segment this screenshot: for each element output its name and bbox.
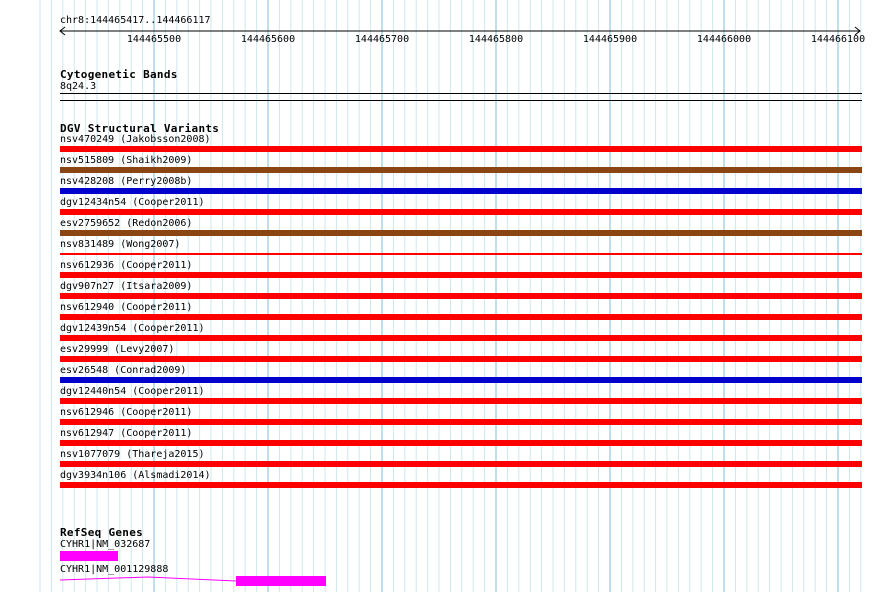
- location-label: chr8:144465417..144466117: [60, 15, 211, 26]
- dgv-variant-label[interactable]: nsv612946 (Cooper2011): [60, 407, 193, 418]
- dgv-variant-label[interactable]: esv29999 (Levy2007): [60, 344, 175, 355]
- ruler-tick-label: 144466100: [810, 34, 866, 45]
- dgv-variant-label[interactable]: dgv907n27 (Itsara2009): [60, 281, 193, 292]
- dgv-variant-label[interactable]: nsv831489 (Wong2007): [60, 239, 181, 250]
- ruler-tick-label: 144465700: [354, 34, 410, 45]
- refseq-gene-intron: [58, 575, 240, 587]
- dgv-variant-bar[interactable]: [60, 461, 862, 467]
- ruler-tick-label: 144465800: [468, 34, 524, 45]
- cytoband-bar-bottom: [60, 100, 862, 101]
- dgv-variant-label[interactable]: dgv12439n54 (Cooper2011): [60, 323, 205, 334]
- dgv-variant-label[interactable]: nsv612936 (Cooper2011): [60, 260, 193, 271]
- dgv-variant-bar[interactable]: [60, 167, 862, 173]
- dgv-variant-label[interactable]: nsv612947 (Cooper2011): [60, 428, 193, 439]
- dgv-variant-bar[interactable]: [60, 253, 862, 255]
- dgv-variant-bar[interactable]: [60, 356, 862, 362]
- dgv-variant-label[interactable]: esv2759652 (Redon2006): [60, 218, 193, 229]
- dgv-variant-bar[interactable]: [60, 230, 862, 236]
- dgv-variant-bar[interactable]: [60, 146, 862, 152]
- ruler-tick-label: 144465600: [240, 34, 296, 45]
- dgv-variant-label[interactable]: nsv612940 (Cooper2011): [60, 302, 193, 313]
- dgv-variant-label[interactable]: dgv12440n54 (Cooper2011): [60, 386, 205, 397]
- ruler-tick-label: 144465500: [126, 34, 182, 45]
- dgv-variant-bar[interactable]: [60, 482, 862, 488]
- dgv-variant-bar[interactable]: [60, 398, 862, 404]
- refseq-track-title: RefSeq Genes: [60, 526, 144, 539]
- ruler-tick-label: 144466000: [696, 34, 752, 45]
- dgv-variant-label[interactable]: esv26548 (Conrad2009): [60, 365, 187, 376]
- dgv-variant-bar[interactable]: [60, 419, 862, 425]
- dgv-variant-label[interactable]: dgv12434n54 (Cooper2011): [60, 197, 205, 208]
- cytoband-label[interactable]: 8q24.3: [60, 81, 97, 92]
- ruler-tick-label: 144465900: [582, 34, 638, 45]
- cytoband-track-title: Cytogenetic Bands: [60, 68, 178, 81]
- refseq-gene-label[interactable]: CYHR1|NM_001129888: [60, 564, 169, 575]
- dgv-variant-bar[interactable]: [60, 377, 862, 383]
- dgv-variant-label[interactable]: nsv428208 (Perry2008b): [60, 176, 193, 187]
- dgv-variant-bar[interactable]: [60, 335, 862, 341]
- dgv-variant-bar[interactable]: [60, 209, 862, 215]
- refseq-gene-label[interactable]: CYHR1|NM_032687: [60, 539, 151, 550]
- dgv-variant-bar[interactable]: [60, 188, 862, 194]
- dgv-variant-bar[interactable]: [60, 272, 862, 278]
- cytoband-bar-top: [60, 93, 862, 94]
- dgv-variant-bar[interactable]: [60, 314, 862, 320]
- refseq-gene-exon[interactable]: [60, 551, 118, 561]
- dgv-variant-bar[interactable]: [60, 293, 862, 299]
- dgv-track-title: DGV Structural Variants: [60, 122, 220, 135]
- dgv-variant-bar[interactable]: [60, 440, 862, 446]
- refseq-gene-exon[interactable]: [236, 576, 326, 586]
- dgv-variant-label[interactable]: dgv3934n106 (Alsmadi2014): [60, 470, 211, 481]
- dgv-variant-label[interactable]: nsv1077079 (Thareja2015): [60, 449, 205, 460]
- dgv-variant-label[interactable]: nsv470249 (Jakobsson2008): [60, 134, 211, 145]
- dgv-variant-label[interactable]: nsv515809 (Shaikh2009): [60, 155, 193, 166]
